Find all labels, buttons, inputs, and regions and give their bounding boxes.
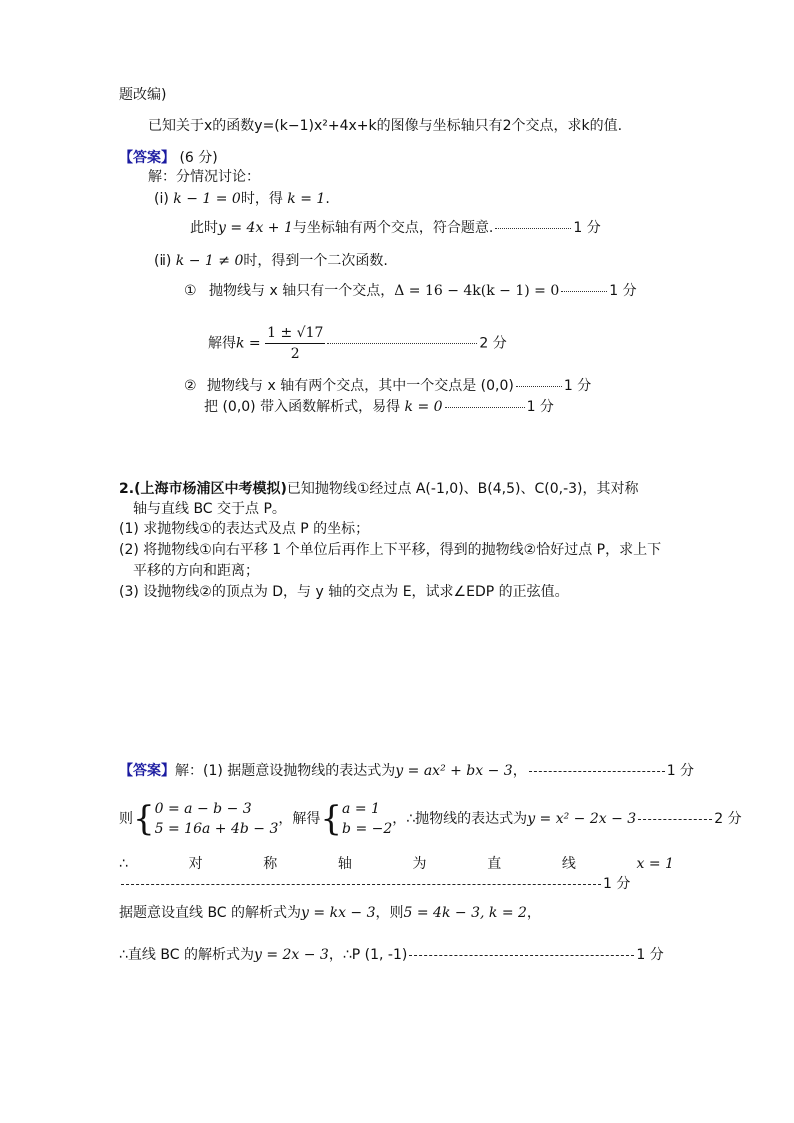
solution-a: a = 1 <box>342 801 380 817</box>
case-1-line2-expr: y = 4x + 1 <box>218 220 293 236</box>
case-2-label: (ⅱ) <box>154 253 172 269</box>
dash-leader <box>638 819 712 820</box>
problem-stem-1: 已知抛物线①经过点 A(-1,0)、B(4,5)、C(0,-3)，其对称 <box>286 481 639 497</box>
case-1: (ⅰ) k − 1 = 0时，得 k = 1. <box>154 191 330 207</box>
problem-source: (上海市杨浦区中考模拟) <box>134 481 287 497</box>
left-brace: { <box>133 799 155 839</box>
dash-leader <box>409 955 634 956</box>
solution-intro: 解：分情况讨论： <box>148 169 260 185</box>
axis-word: 轴 <box>337 856 352 872</box>
axis-word: 对 <box>188 856 203 872</box>
solution-system <box>342 799 392 839</box>
line-bc-solve: 5 = 4k − 3, k = 2 <box>403 905 527 921</box>
line-bc-setup: 据题意设直线 BC 的解析式为y = kx − 3，则5 = 4k − 3, k = 2， <box>119 905 541 921</box>
answer-2-expr: y = ax² + bx − 3 <box>395 763 513 779</box>
point-p: ，∴P (1, -1) <box>328 947 408 963</box>
solution-prefix: 解得 <box>208 335 236 352</box>
line-bc-result <box>119 946 664 964</box>
question-part-1: (1) 求抛物线①的表达式及点 P 的坐标； <box>119 521 370 537</box>
sub-case-2-score: 1 分 <box>563 378 592 394</box>
solution-score: 2 分 <box>479 335 507 352</box>
case-1-condition: k − 1 = 0 <box>173 191 241 207</box>
expression-text: ，∴抛物线的表达式为 <box>392 811 528 827</box>
line-bc-text: 据题意设直线 BC 的解析式为 <box>119 905 302 921</box>
dash-leader <box>529 771 665 772</box>
sub-case-1-score: 1 分 <box>609 283 637 299</box>
sub-case-2-result: k = 0 <box>404 399 443 415</box>
case-1-score: 1 分 <box>573 220 601 236</box>
question-part-3: (3) 设抛物线②的顶点为 D，与 y 轴的交点为 E，试求∠EDP 的正弦值。 <box>119 584 569 600</box>
solution-k <box>208 323 507 364</box>
axis-expression: x = 1 <box>636 856 674 872</box>
answer-tag: 【答案】 <box>119 763 175 779</box>
answer-line-1 <box>119 149 218 167</box>
header-tail: 题改编) <box>119 87 167 103</box>
solution-b: b = −2 <box>342 821 393 837</box>
axis-word: 直 <box>487 856 502 872</box>
dot-leader <box>561 291 607 292</box>
answer-2-line2-score: 2 分 <box>714 811 742 827</box>
line-bc-score: 1 分 <box>636 947 664 963</box>
question-part-2-line-1: (2) 将抛物线①向右平移 1 个单位后再作上下平移，得到的抛物线②恰好过点 P，求上下 <box>119 542 662 558</box>
axis-line <box>119 855 674 873</box>
axis-word: 为 <box>412 856 427 872</box>
equation-2: 5 = 16a + 4b − 3 <box>154 821 279 837</box>
equation-1: 0 = a − b − 3 <box>154 801 252 817</box>
solve-label: ，解得 <box>278 811 321 827</box>
answer-2-line-1: 【答案】解：(1) 据题意设抛物线的表达式为y = ax² + bx − 3， 1 分 <box>119 763 695 779</box>
answer-2-text: 解：(1) 据题意设抛物线的表达式为 <box>175 763 396 779</box>
fraction-numerator: 1 ± √17 <box>265 323 325 344</box>
case-1-line2-text: 与坐标轴有两个交点，符合题意. <box>292 220 494 236</box>
answer-2-score: 1 分 <box>666 763 695 779</box>
line-bc-result-text: ∴直线 BC 的解析式为 <box>119 947 254 963</box>
problem-number: 2. <box>119 481 135 497</box>
sub-case-1-mark: ① <box>184 283 197 299</box>
dash-leader <box>121 884 601 885</box>
sub-case-1 <box>184 282 637 300</box>
axis-word: 线 <box>561 856 576 872</box>
then-label: 则 <box>119 811 133 827</box>
case-1-line-2 <box>190 219 601 237</box>
fraction-denominator: 2 <box>290 346 300 362</box>
sub-case-2-line-2 <box>204 398 554 416</box>
equation-system <box>155 799 279 839</box>
score-label: (6 分) <box>179 150 218 166</box>
case-1-result: k = 1 <box>287 191 326 207</box>
axis-score-line <box>119 875 630 893</box>
dot-leader <box>516 386 562 387</box>
sub-case-2 <box>184 377 591 395</box>
case-1-line2-prefix: 此时 <box>190 220 218 236</box>
parabola-expression: y = x² − 2x − 3 <box>527 811 637 827</box>
case-1-label: (ⅰ) <box>154 191 169 207</box>
solution-k-label: k = <box>236 335 261 352</box>
line-bc-tail: ，则 <box>375 905 404 921</box>
left-brace: { <box>320 799 343 839</box>
sub-case-1-text: 抛物线与 x 轴只有一个交点， <box>209 283 395 299</box>
question-part-2-line-2: 平移的方向和距离； <box>133 563 259 579</box>
sub-case-1-expr: Δ = 16 − 4k(k − 1) = 0 <box>394 283 560 299</box>
question-1: 已知关于x的函数y=(k−1)x²+4x+k的图像与坐标轴只有2个交点，求k的值. <box>148 118 623 134</box>
sub-case-2-mark: ② <box>184 378 197 394</box>
sub-case-2-line2-score: 1 分 <box>526 399 554 415</box>
case-2-text: 时，得到一个二次函数. <box>243 253 388 269</box>
axis-score: 1 分 <box>603 876 631 892</box>
axis-word: 称 <box>263 856 278 872</box>
dot-leader <box>445 407 525 408</box>
answer-2-line-2 <box>119 799 742 839</box>
dot-leader <box>327 343 477 344</box>
sub-case-2-line2-text: 把 (0,0) 带入函数解析式，易得 <box>204 399 401 415</box>
sub-case-2-text: 抛物线与 x 轴有两个交点，其中一个交点是 (0,0) <box>207 378 514 394</box>
answer-tag: 【答案】 <box>119 150 175 166</box>
case-2-condition: k − 1 ≠ 0 <box>175 253 244 269</box>
line-bc-expr: y = kx − 3 <box>301 905 376 921</box>
line-bc-result-expr: y = 2x − 3 <box>253 947 329 963</box>
case-2 <box>154 252 388 270</box>
solution-fraction <box>265 323 325 364</box>
problem-2-line-1 <box>119 480 639 498</box>
dot-leader <box>495 228 571 229</box>
case-1-text: 时，得 <box>240 191 283 207</box>
problem-stem-2: 轴与直线 BC 交于点 P。 <box>133 501 286 517</box>
axis-word: ∴ <box>119 856 128 872</box>
